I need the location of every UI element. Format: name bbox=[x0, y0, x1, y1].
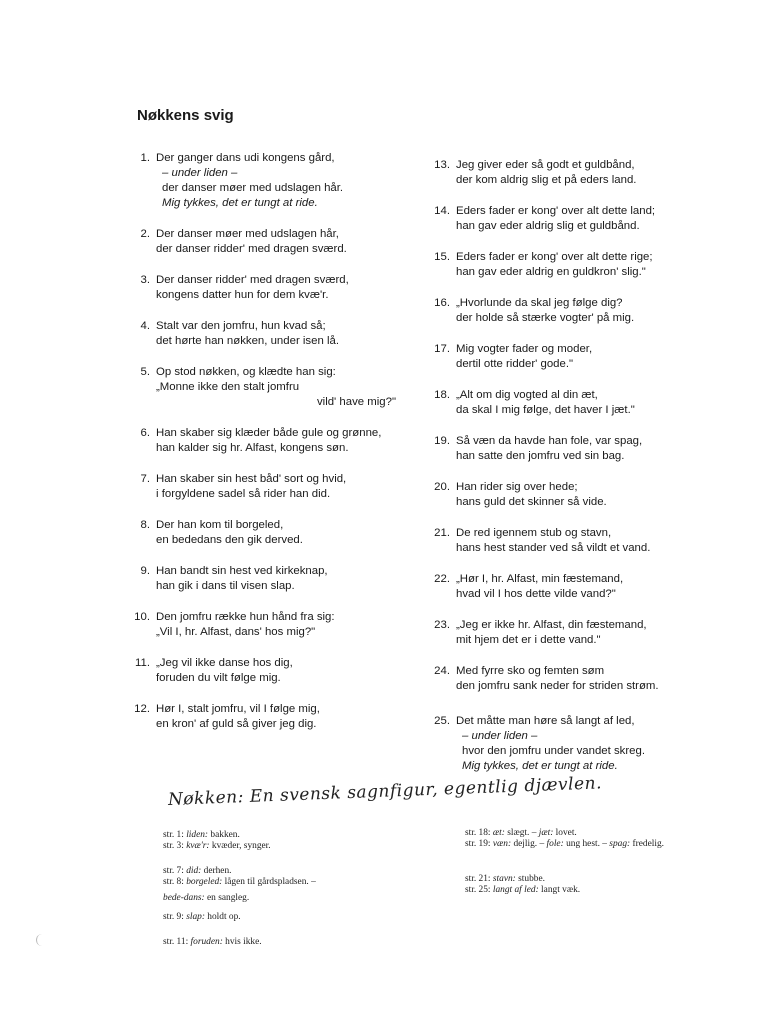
verses-right-column bbox=[424, 158, 724, 774]
verse-line: Mig vogter fader og moder, bbox=[456, 343, 593, 355]
verse-line: Han rider sig over hede; bbox=[456, 481, 578, 493]
verse-line: i forgyldene sadel så rider han did. bbox=[156, 488, 331, 500]
footnote: str. 18: æt: slægt. – jæt: lovet. bbox=[465, 828, 577, 838]
verse-line: han gav eder aldrig slig et guldbånd. bbox=[456, 220, 640, 232]
footnote: str. 21: stavn: stubbe. bbox=[465, 874, 545, 884]
verse-line: Hør I, stalt jomfru, vil I følge mig, bbox=[156, 703, 320, 715]
verse-line: Der ganger dans udi kongens gård, bbox=[156, 152, 335, 164]
verse-line: der kom aldrig slig et på eders land. bbox=[456, 174, 637, 186]
verse-line: hans hest stander ved så vildt et vand. bbox=[456, 542, 651, 554]
verse-number: 1. bbox=[140, 152, 150, 164]
verse-line: „Hør I, hr. Alfast, min fæstemand, bbox=[456, 573, 624, 585]
verse-line: Der danser ridder' med dragen sværd, bbox=[156, 274, 349, 286]
poem-title: Nøkkens svig bbox=[137, 107, 234, 124]
verse-line: Mig tykkes, det er tungt at ride. bbox=[462, 760, 618, 772]
verse-line: Eders fader er kong' over alt dette land; bbox=[456, 205, 656, 217]
verse-line: Det måtte man høre så langt af led, bbox=[456, 715, 635, 727]
verse bbox=[424, 204, 724, 234]
verse-number: 18. bbox=[434, 389, 450, 401]
verse-line: den jomfru sank neder for striden strøm. bbox=[456, 680, 659, 692]
verse bbox=[124, 319, 414, 349]
verse-line: Stalt var den jomfru, hun kvad så; bbox=[156, 320, 326, 332]
verse-line: der danser ridder' med dragen sværd. bbox=[156, 243, 347, 255]
verse-number: 19. bbox=[434, 435, 450, 447]
verse-number: 25. bbox=[434, 715, 450, 727]
verse-number: 14. bbox=[434, 205, 450, 217]
verse bbox=[424, 434, 724, 464]
verse-line: han gik i dans til visen slap. bbox=[156, 580, 295, 592]
verse-number: 7. bbox=[140, 473, 150, 485]
verse-line: dertil otte ridder' gode." bbox=[456, 358, 574, 370]
verse-number: 2. bbox=[140, 228, 150, 240]
verse-number: 13. bbox=[434, 159, 450, 171]
footnote: str. 19: væn: dejlig. – fole: ung hest. – spag: fredelig. bbox=[465, 839, 664, 849]
verse-line: der holde så stærke vogter' på mig. bbox=[456, 312, 635, 324]
verse-line: „Monne ikke den stalt jomfru bbox=[156, 381, 300, 393]
verse-line: Han bandt sin hest ved kirkeknap, bbox=[156, 565, 328, 577]
verse-line: Op stod nøkken, og klædte han sig: bbox=[156, 366, 336, 378]
verse-line: hvor den jomfru under vandet skreg. bbox=[462, 745, 645, 757]
verse-line: – under liden – bbox=[462, 730, 538, 742]
verse-line: Jeg giver eder så godt et guldbånd, bbox=[456, 159, 635, 171]
verse-line: „Alt om dig vogted al din æt, bbox=[456, 389, 598, 401]
verse-line: „Vil I, hr. Alfast, dans' hos mig?" bbox=[156, 626, 316, 638]
verse-line: der danser møer med udslagen hår. bbox=[162, 182, 344, 194]
footnote: bede-dans: en sangleg. bbox=[163, 893, 250, 903]
verse-line: „Jeg er ikke hr. Alfast, din fæstemand, bbox=[456, 619, 647, 631]
verse-line: kongens datter hun for dem kvæ'r. bbox=[156, 289, 329, 301]
verse-number: 3. bbox=[140, 274, 150, 286]
verse-line: „Jeg vil ikke danse hos dig, bbox=[156, 657, 293, 669]
verse-number: 24. bbox=[434, 665, 450, 677]
verse bbox=[124, 472, 414, 502]
verse-number: 12. bbox=[134, 703, 150, 715]
verse-line: en kron' af guld så giver jeg dig. bbox=[156, 718, 317, 730]
footnote: str. 9: slap: holdt op. bbox=[163, 912, 241, 922]
verse bbox=[124, 227, 414, 257]
footnote: str. 11: foruden: hvis ikke. bbox=[163, 937, 262, 947]
footnote: str. 8: borgeled: lågen til gårdspladsen. – bbox=[163, 877, 316, 887]
verse-number: 20. bbox=[434, 481, 450, 493]
footnote: str. 7: did: derhen. bbox=[163, 866, 232, 876]
verse-number: 11. bbox=[135, 657, 150, 669]
verse-number: 22. bbox=[434, 573, 450, 585]
footnote: str. 25: langt af led: langt væk. bbox=[465, 885, 581, 895]
verse-line: mit hjem det er i dette vand." bbox=[456, 634, 601, 646]
verse-line: hvad vil I hos dette vilde vand?" bbox=[456, 588, 616, 600]
verse-line: De red igennem stub og stavn, bbox=[456, 527, 612, 539]
verse bbox=[424, 296, 724, 326]
verse-line: – under liden – bbox=[162, 167, 238, 179]
verse-line: foruden du vilt følge mig. bbox=[156, 672, 281, 684]
verse-line: Den jomfru række hun hånd fra sig: bbox=[156, 611, 335, 623]
verse-line: Så væn da havde han fole, var spag, bbox=[456, 435, 643, 447]
verse bbox=[124, 518, 414, 548]
verse bbox=[424, 388, 724, 418]
verse bbox=[124, 426, 414, 456]
verse bbox=[424, 250, 724, 280]
verses-left-column bbox=[124, 151, 414, 732]
verse bbox=[424, 526, 724, 556]
verse bbox=[424, 342, 724, 372]
verse bbox=[424, 714, 724, 774]
verse bbox=[124, 365, 414, 410]
verse-line: hans guld det skinner så vide. bbox=[456, 496, 607, 508]
verse bbox=[424, 572, 724, 602]
verse-line: han gav eder aldrig en guldkron' slig." bbox=[456, 266, 646, 278]
verse bbox=[424, 158, 724, 188]
verse-line: „Hvorlunde da skal jeg følge dig? bbox=[456, 297, 623, 309]
verse-line: Han skaber sin hest båd' sort og hvid, bbox=[156, 473, 347, 485]
verse-line: Mig tykkes, det er tungt at ride. bbox=[162, 197, 318, 209]
verse-number: 21. bbox=[434, 527, 450, 539]
verse-line: Han skaber sig klæder både gule og grønne, bbox=[156, 427, 382, 439]
verse-number: 16. bbox=[434, 297, 450, 309]
verse bbox=[124, 564, 414, 594]
handwritten-note: Nøkken: En svensk sagnfigur, egentlig djævlen. bbox=[167, 773, 603, 810]
verse-line: han satte den jomfru ved sin bag. bbox=[456, 450, 625, 462]
verse bbox=[124, 610, 414, 640]
verse-number: 15. bbox=[434, 251, 450, 263]
verse-number: 10. bbox=[134, 611, 150, 623]
verse bbox=[124, 656, 414, 686]
verse-line: Der danser møer med udslagen hår, bbox=[156, 228, 339, 240]
verse-line: vild' have mig?" bbox=[316, 396, 396, 408]
verse-number: 23. bbox=[434, 619, 450, 631]
verse bbox=[424, 480, 724, 510]
verse bbox=[124, 273, 414, 303]
footnote: str. 3: kvæ'r: kvæder, synger. bbox=[163, 841, 271, 851]
verse-number: 9. bbox=[140, 565, 150, 577]
verse-line: en bededans den gik derved. bbox=[156, 534, 303, 546]
verse-line: det hørte han nøkken, under isen lå. bbox=[156, 335, 339, 347]
verse bbox=[424, 618, 724, 648]
verse-line: Der han kom til borgeled, bbox=[156, 519, 284, 531]
verse-line: Eders fader er kong' over alt dette rige; bbox=[456, 251, 653, 263]
verse-line: Med fyrre sko og femten søm bbox=[456, 665, 605, 677]
verse-number: 5. bbox=[140, 366, 150, 378]
verse-number: 8. bbox=[140, 519, 150, 531]
verse-number: 17. bbox=[434, 343, 450, 355]
verse-number: 6. bbox=[140, 427, 150, 439]
footnotes-right bbox=[465, 828, 705, 896]
verse bbox=[424, 664, 724, 694]
verse-line: da skal I mig følge, det haver I jæt." bbox=[456, 404, 635, 416]
verse bbox=[124, 151, 414, 211]
verse-line: han kalder sig hr. Alfast, kongens søn. bbox=[156, 442, 349, 454]
footnote: str. 1: liden: bakken. bbox=[163, 830, 240, 840]
verse-number: 4. bbox=[140, 320, 150, 332]
verse bbox=[124, 702, 414, 732]
footnotes-left bbox=[163, 830, 433, 948]
scan-margin-mark bbox=[36, 934, 43, 946]
